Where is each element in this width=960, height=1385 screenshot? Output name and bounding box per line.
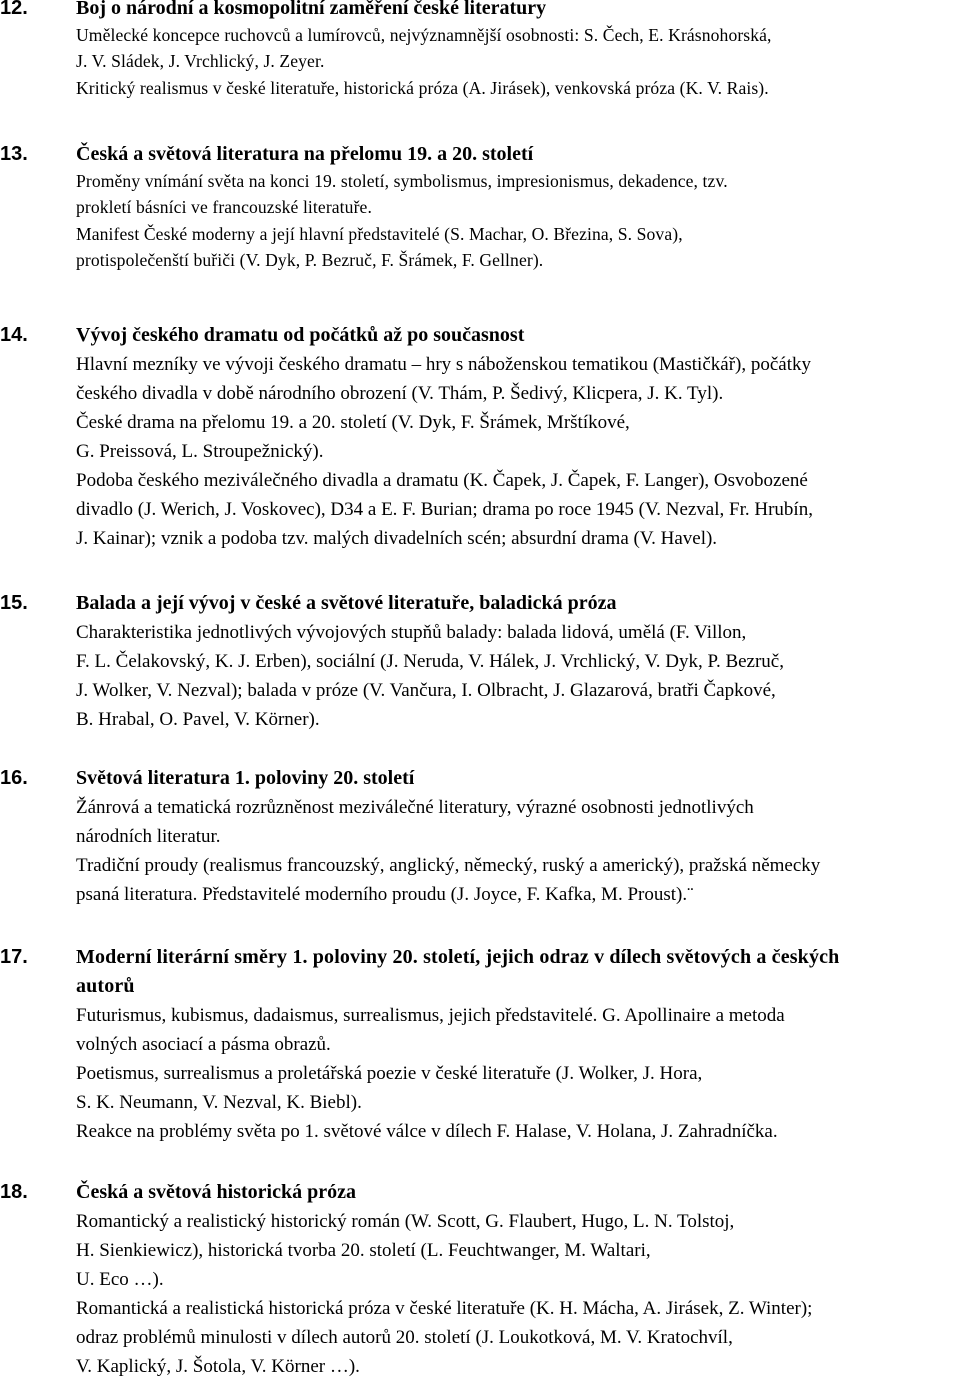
section-body	[76, 321, 958, 553]
section-line: divadlo (J. Werich, J. Voskovec), D34 a E. F. Burian; drama po roce 1945 (V. Nezval, Fr. Hrubín,	[76, 499, 813, 520]
section-title: autorů	[76, 975, 135, 997]
section-line: Žánrová a tematická rozrůzněnost meziválečné literatury, výrazné osobnosti jednotlivých	[76, 797, 754, 818]
section-line: Podoba českého meziválečného divadla a dramatu (K. Čapek, J. Čapek, F. Langer), Osvobozené	[76, 470, 808, 491]
section-line: Kritický realismus v české literatuře, historická próza (A. Jirásek), venkovská próza (K. V. Rais).	[76, 77, 769, 98]
section-line: volných asociací a pásma obrazů.	[76, 1034, 331, 1055]
section-number: 14.	[0, 324, 28, 346]
section-line: Reakce na problémy světa po 1. světové válce v dílech F. Halase, V. Holana, J. Zahradníčka.	[76, 1121, 778, 1142]
section-title: Světová literatura 1. poloviny 20. století	[76, 767, 415, 789]
section-line: H. Sienkiewicz), historická tvorba 20. století (L. Feuchtwanger, M. Waltari,	[76, 1240, 651, 1261]
section-title: Vývoj českého dramatu od počátků až po současnost	[76, 324, 525, 346]
section-number: 18.	[0, 1181, 28, 1203]
section-line: Hlavní mezníky ve vývoji českého dramatu – hry s náboženskou tematikou (Mastičkář), počátky	[76, 354, 811, 375]
section-line: Futurismus, kubismus, dadaismus, surrealismus, jejich představitelé. G. Apollinaire a metoda	[76, 1005, 785, 1026]
section-line: Umělecké koncepce ruchovců a lumírovců, nejvýznamnější osobnosti: S. Čech, E. Krásnohorská,	[76, 24, 772, 45]
section-line: Romantická a realistická historická próza v české literatuře (K. H. Mácha, A. Jirásek, Z. Winter);	[76, 1298, 813, 1319]
section-body	[76, 141, 958, 274]
section-line: prokletí básníci ve francouzské literatuře.	[76, 197, 372, 218]
section-line: psaná literatura. Představitelé moderního proudu (J. Joyce, F. Kafka, M. Proust).¨	[76, 884, 694, 905]
section-line: J. Kainar); vznik a podoba tzv. malých divadelních scén; absurdní drama (V. Havel).	[76, 528, 718, 549]
section-line: Proměny vnímání světa na konci 19. století, symbolismus, impresionismus, dekadence, tzv.	[76, 170, 728, 191]
section-line: J. Wolker, V. Nezval); balada v próze (V. Vančura, I. Olbracht, J. Glazarová, bratři Čapkové,	[76, 680, 776, 701]
section-line: Poetismus, surrealismus a proletářská poezie v české literatuře (J. Wolker, J. Hora,	[76, 1063, 703, 1084]
section-line: S. K. Neumann, V. Nezval, K. Biebl).	[76, 1092, 362, 1113]
section-number: 15.	[0, 592, 28, 614]
section-body	[76, 1178, 958, 1381]
section-line: českého divadla v době národního obrození (V. Thám, P. Šedivý, Klicpera, J. K. Tyl).	[76, 383, 724, 404]
section-line: Romantický a realistický historický román (W. Scott, G. Flaubert, Hugo, L. N. Tolstoj,	[76, 1211, 735, 1232]
section-line: G. Preissová, L. Stroupežnický).	[76, 441, 324, 462]
section-line: národních literatur.	[76, 826, 221, 847]
section-line: České drama na přelomu 19. a 20. století (V. Dyk, F. Šrámek, Mrštíkové,	[76, 412, 630, 433]
section-line: Tradiční proudy (realismus francouzský, anglický, německý, ruský a americký), pražská německy	[76, 855, 821, 876]
section-body	[76, 764, 958, 909]
section-line: protispolečenští buřiči (V. Dyk, P. Bezruč, F. Šrámek, F. Gellner).	[76, 250, 544, 271]
section-line: odraz problémů minulosti v dílech autorů 20. století (J. Loukotková, M. V. Kratochvíl,	[76, 1327, 733, 1348]
section-title: Boj o národní a kosmopolitní zaměření české literatury	[76, 0, 547, 19]
section-body	[76, 943, 958, 1146]
section-line: Charakteristika jednotlivých vývojových stupňů balady: balada lidová, umělá (F. Villon,	[76, 622, 747, 643]
section-line: Manifest České moderny a její hlavní představitelé (S. Machar, O. Březina, S. Sova),	[76, 223, 683, 244]
section-number: 17.	[0, 946, 28, 968]
section-number: 13.	[0, 143, 28, 165]
section-body	[76, 589, 958, 734]
section-title: Balada a její vývoj v české a světové literatuře, baladická próza	[76, 592, 617, 614]
section-number: 12.	[0, 0, 28, 19]
section-line: V. Kaplický, J. Šotola, V. Körner …).	[76, 1356, 360, 1377]
section-line: F. L. Čelakovský, K. J. Erben), sociální (J. Neruda, V. Hálek, J. Vrchlický, V. Dyk, P. Bezruč,	[76, 651, 784, 672]
section-title: Moderní literární směry 1. poloviny 20. století, jejich odraz v dílech světových a českých	[76, 946, 840, 968]
section-title: Česká a světová historická próza	[76, 1181, 356, 1203]
section-line: U. Eco …).	[76, 1269, 164, 1290]
section-title: Česká a světová literatura na přelomu 19. a 20. století	[76, 143, 534, 165]
section-body	[76, 0, 958, 101]
section-line: J. V. Sládek, J. Vrchlický, J. Zeyer.	[76, 51, 325, 72]
section-number: 16.	[0, 767, 28, 789]
section-line: B. Hrabal, O. Pavel, V. Körner).	[76, 709, 320, 730]
